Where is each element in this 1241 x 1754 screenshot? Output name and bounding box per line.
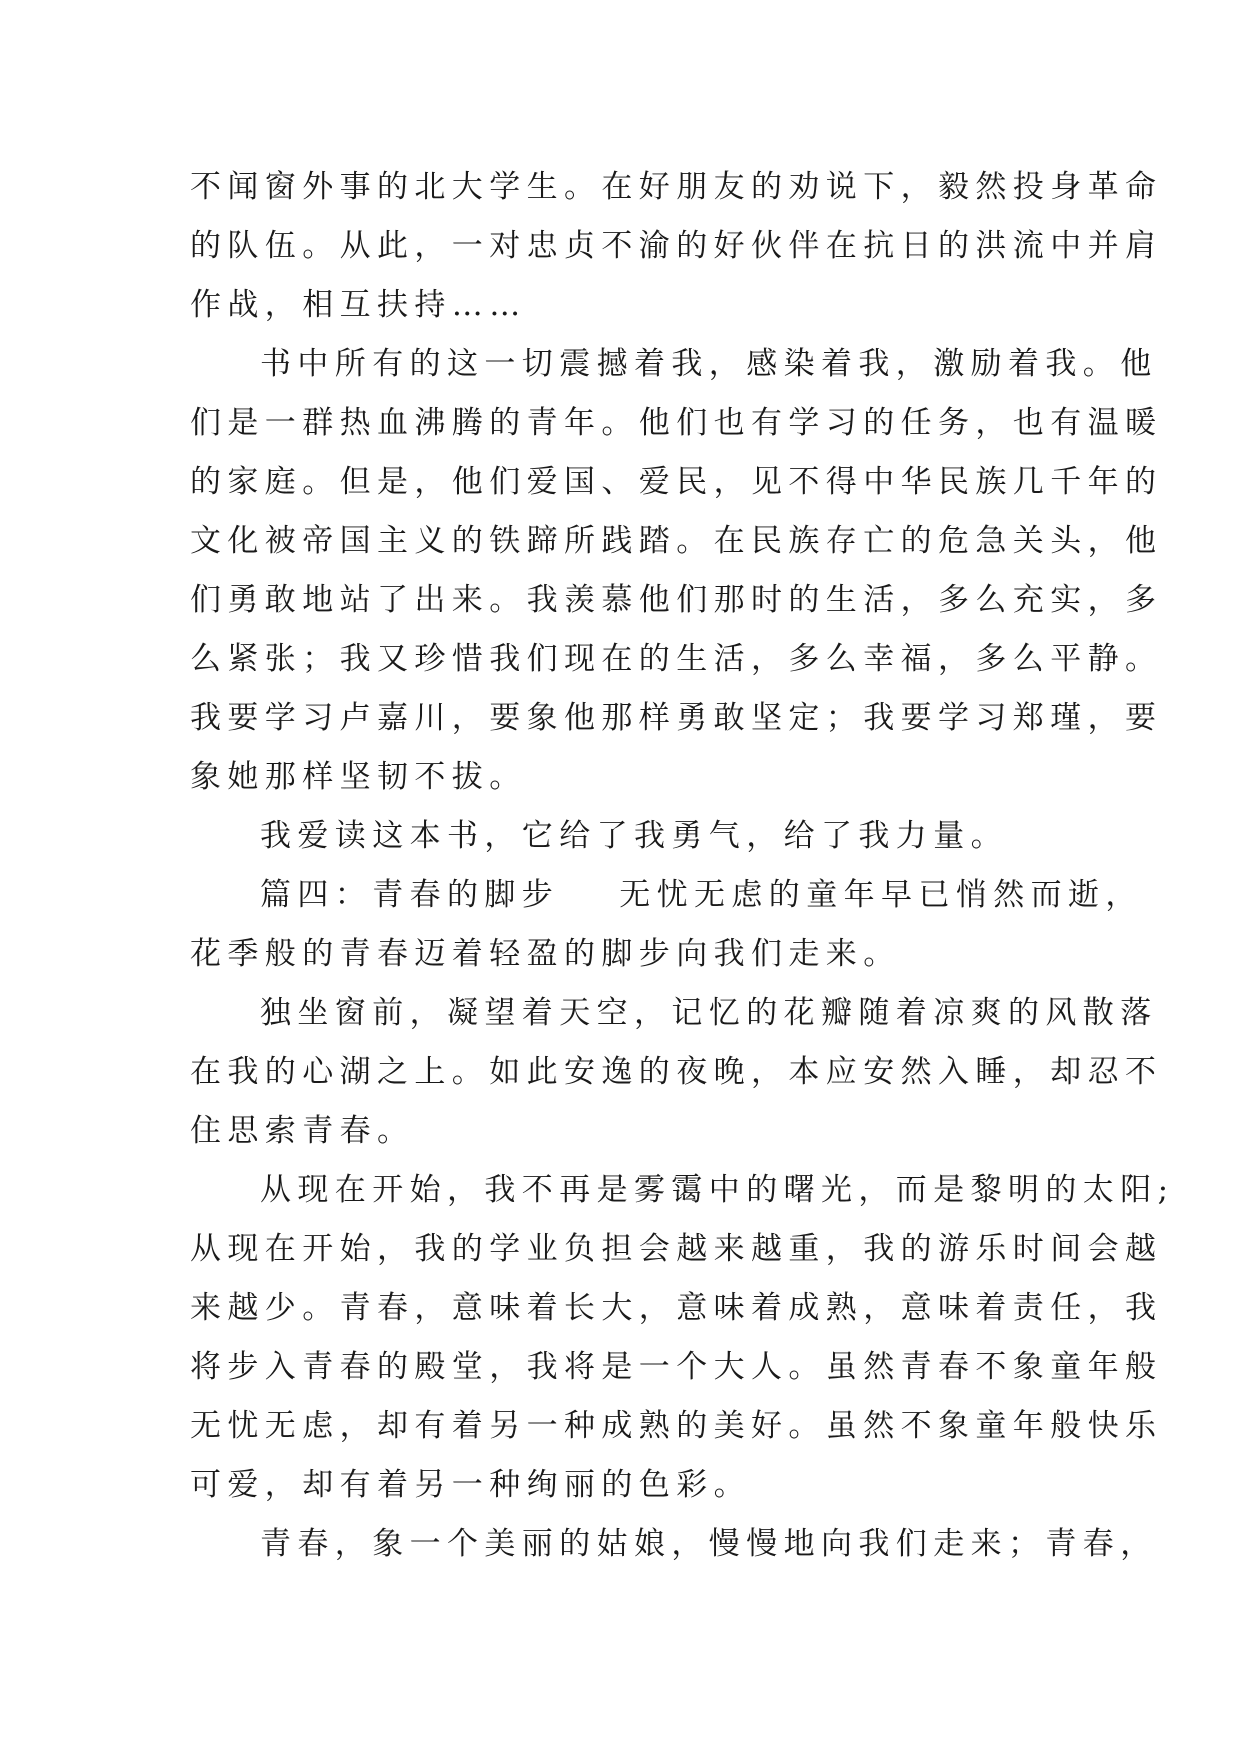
text-line: 们是一群热血沸腾的青年。他们也有学习的任务，也有温暖 bbox=[190, 405, 1163, 441]
section-heading: 篇四：青春的脚步 bbox=[260, 877, 560, 913]
text-line: 的家庭。但是，他们爱国、爱民，见不得中华民族几千年的 bbox=[190, 464, 1163, 500]
text-line: 青春，象一个美丽的姑娘，慢慢地向我们走来；青春， bbox=[260, 1526, 1158, 1562]
text-line: 我要学习卢嘉川，要象他那样勇敢坚定；我要学习郑瑾，要 bbox=[190, 700, 1163, 736]
text-line: 可爱，却有着另一种绚丽的色彩。 bbox=[190, 1467, 751, 1503]
text-line: 来越少。青春，意味着长大，意味着成熟，意味着责任，我 bbox=[190, 1290, 1163, 1326]
text-line: 的队伍。从此，一对忠贞不渝的好伙伴在抗日的洪流中并肩 bbox=[190, 228, 1163, 264]
text-line: 将步入青春的殿堂，我将是一个大人。虽然青春不象童年般 bbox=[190, 1349, 1163, 1385]
text-line: 不闻窗外事的北大学生。在好朋友的劝说下，毅然投身革命 bbox=[190, 169, 1163, 205]
text-line: 在我的心湖之上。如此安逸的夜晚，本应安然入睡，却忍不 bbox=[190, 1054, 1163, 1090]
section-first-sentence: 无忧无虑的童年早已悄然而逝， bbox=[619, 877, 1143, 913]
text-line: 么紧张；我又珍惜我们现在的生活，多么幸福，多么平静。 bbox=[190, 641, 1163, 677]
text-line: 文化被帝国主义的铁蹄所践踏。在民族存亡的危急关头，他 bbox=[190, 523, 1163, 559]
text-line: 们勇敢地站了出来。我羡慕他们那时的生活，多么充实，多 bbox=[190, 582, 1163, 618]
section-heading-line bbox=[190, 866, 1143, 925]
text-line: 花季般的青春迈着轻盈的脚步向我们走来。 bbox=[190, 936, 901, 972]
text-line: 住思索青春。 bbox=[190, 1113, 415, 1149]
text-line: 从现在开始，我不再是雾霭中的曙光，而是黎明的太阳; bbox=[260, 1172, 1175, 1208]
text-line: 象她那样坚韧不拔。 bbox=[190, 759, 527, 795]
text-line: 独坐窗前，凝望着天空，记忆的花瓣随着凉爽的风散落 bbox=[260, 995, 1158, 1031]
text-line: 从现在开始，我的学业负担会越来越重，我的游乐时间会越 bbox=[190, 1231, 1163, 1267]
text-line: 无忧无虑，却有着另一种成熟的美好。虽然不象童年般快乐 bbox=[190, 1408, 1163, 1444]
text-line: 我爱读这本书，它给了我勇气，给了我力量。 bbox=[260, 818, 1008, 854]
text-line: 书中所有的这一切震撼着我，感染着我，激励着我。他 bbox=[260, 346, 1158, 382]
document-body bbox=[190, 158, 1175, 1574]
text-line: 作战，相互扶持…… bbox=[190, 287, 527, 323]
